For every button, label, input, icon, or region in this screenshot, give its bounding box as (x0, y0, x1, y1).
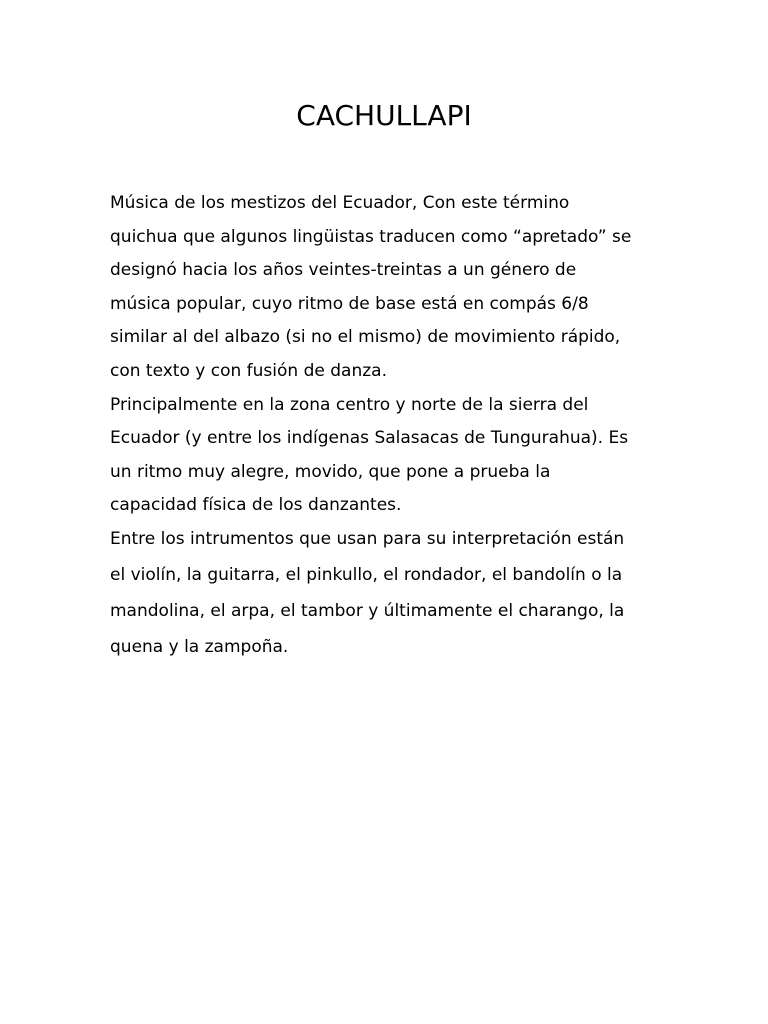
text-line: mandolina, el arpa, el tambor y últimamente el charango, la (110, 600, 625, 621)
text-line: música popular, cuyo ritmo de base está en compás 6/8 (110, 293, 589, 314)
text-line: similar al del albazo (si no el mismo) de movimiento rápido, (110, 327, 621, 348)
text-line: el violín, la guitarra, el pinkullo, el rondador, el bandolín o la (110, 564, 623, 585)
text-line: designó hacia los años veintes-treintas a un género de (110, 260, 577, 281)
text-line: Entre los intrumentos que usan para su interpretación están (110, 528, 625, 549)
text-line: Ecuador (y entre los indígenas Salasacas de Tungurahua). Es (110, 428, 629, 449)
text-line: Música de los mestizos del Ecuador, Con este término (110, 193, 570, 213)
text-line: capacidad física de los danzantes. (110, 495, 402, 516)
text-line: con texto y con fusión de danza. (110, 360, 387, 381)
page-title: CACHULLAPI (296, 99, 472, 132)
text-line: un ritmo muy alegre, movido, que pone a prueba la (110, 461, 551, 482)
text-line: quichua que algunos lingüistas traducen como “apretado” se (110, 226, 632, 247)
document-body (110, 187, 670, 665)
text-line: Principalmente en la zona centro y norte de la sierra del (110, 394, 589, 415)
text-line: quena y la zampoña. (110, 636, 289, 657)
